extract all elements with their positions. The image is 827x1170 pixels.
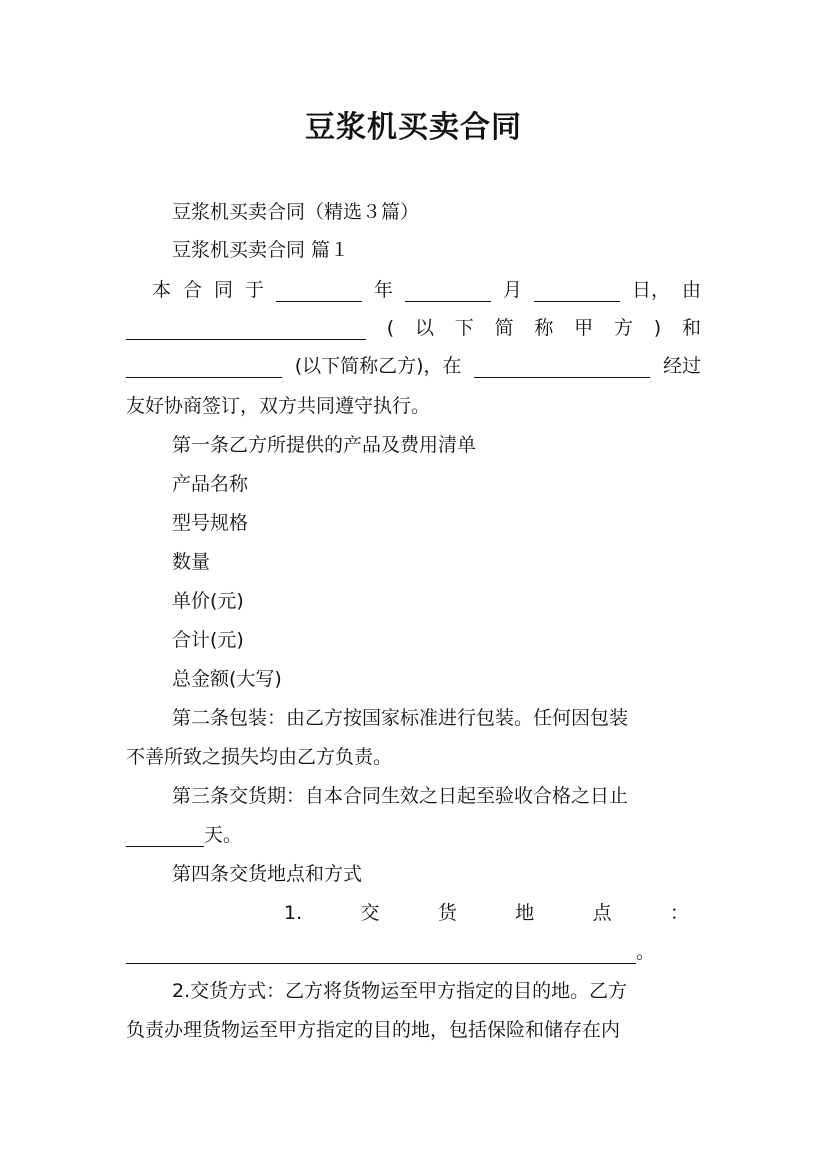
day-label: 日，	[631, 279, 670, 301]
list-item: 型号规格	[172, 512, 249, 534]
intro-char: 合	[182, 279, 202, 301]
intro-text: (以下简称乙方)，在	[294, 355, 462, 377]
intro-char: (	[386, 317, 395, 339]
document-title: 豆浆机买卖合同	[305, 110, 522, 145]
party-b-blank	[126, 357, 282, 378]
delivery-method-line-1: 2.交货方式：乙方将货物运至甲方指定的目的地。乙方	[172, 980, 628, 1002]
clause-3-line-2	[126, 823, 242, 847]
intro-char: )	[653, 317, 662, 339]
intro-text: 经过	[662, 355, 701, 377]
party-a-blank	[126, 319, 366, 340]
clause-2-line-1: 第二条包装：由乙方按国家标准进行包装。任何因包装	[172, 707, 629, 729]
intro-char: 简	[494, 317, 514, 339]
list-item: 产品名称	[172, 473, 249, 495]
intro-char: 本	[151, 279, 171, 301]
month-label: 月	[502, 279, 522, 301]
delivery-place-char: 1.	[284, 902, 303, 924]
date-day-blank	[534, 281, 620, 302]
list-item: 合计(元)	[172, 629, 244, 651]
list-item: 数量	[172, 551, 211, 573]
intro-char: 由	[681, 279, 701, 301]
delivery-place-char: 地	[515, 902, 535, 924]
intro-line-4: 友好协商签订，双方共同遵守执行。	[126, 395, 431, 417]
intro-line-3	[126, 354, 701, 378]
clause-4: 第四条交货地点和方式	[172, 863, 363, 885]
clause-3-tail: 天。	[204, 824, 243, 846]
year-label: 年	[373, 279, 393, 301]
intro-line-2	[126, 316, 701, 340]
location-blank	[474, 357, 650, 378]
clause-3-line-1: 第三条交货期：自本合同生效之日起至验收合格之日止	[172, 785, 629, 807]
delivery-place-blank	[126, 943, 636, 964]
clause-2-line-2: 不善所致之损失均由乙方负责。	[126, 746, 393, 768]
delivery-place-char: 交	[360, 902, 380, 924]
intro-char: 甲	[574, 317, 594, 339]
list-item: 单价(元)	[172, 590, 244, 612]
delivery-place-char: ：	[669, 902, 689, 924]
delivery-place-line	[284, 901, 689, 925]
intro-char: 和	[681, 317, 701, 339]
delivery-place-char: 货	[437, 902, 457, 924]
delivery-place-blank-line	[126, 940, 655, 964]
intro-char: 以	[414, 317, 434, 339]
intro-char: 方	[613, 317, 633, 339]
section-heading: 豆浆机买卖合同 篇１	[172, 239, 350, 261]
date-year-blank	[276, 281, 362, 302]
intro-line-1	[126, 278, 701, 302]
intro-char: 下	[454, 317, 474, 339]
document-subtitle: 豆浆机买卖合同（精选３篇）	[172, 201, 420, 223]
date-month-blank	[405, 281, 491, 302]
list-item: 总金额(大写)	[172, 668, 282, 690]
delivery-method-line-2: 负责办理货物运至甲方指定的目的地，包括保险和储存在内	[126, 1019, 621, 1041]
delivery-place-end: 。	[636, 941, 656, 963]
intro-char: 于	[244, 279, 264, 301]
days-blank	[126, 826, 204, 847]
clause-1: 第一条乙方所提供的产品及费用清单	[172, 434, 477, 456]
delivery-place-char: 点	[592, 902, 612, 924]
intro-char: 称	[534, 317, 554, 339]
intro-char: 同	[213, 279, 233, 301]
